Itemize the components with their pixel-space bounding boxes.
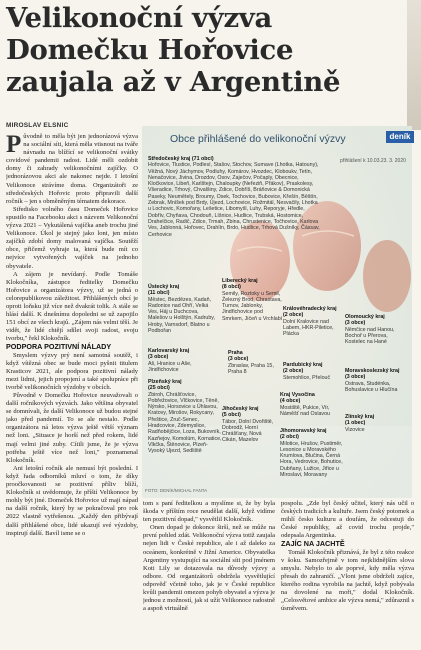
region-towns: Němčice nad Hanou, Bochoř u Přerova, Kostelec na Hané (345, 326, 395, 346)
paragraph: Původně v Domečku Hořovice neuvažovali o další ročníkových výzvách. Jako většina obyvatel se domnívali, že další Velikonoce už budou stejné jako před pandemií. To se ale nestalo. Podle organizátora ná letos výzva ještě větší význam než loni. „Situace je horší než před rokem, lidé mají velmi jiné zuby. Cítili jsme, že je výzva potřeba ještě více než loni," poznamenal Klokočník. (6, 392, 138, 464)
region-ustecky (148, 284, 216, 334)
region-kralovehradecky (283, 306, 343, 337)
denik-logo: deník (386, 131, 414, 143)
region-name: Zlínský kraj (345, 414, 375, 420)
region-count: (8 obcí) (222, 284, 241, 291)
paragraph: Středisko volného času Domeček Hořovice spustilo na Facebooku akci s názvem Velikonoční výzva 2021 – Vykutálená vajíčka aneb trochu jiné Velikonoce. Úkol je stejný jako loni, jen místo zajíčků zdobí domy malovaná vajíčka. Soutěží obce, přičemž vyhraje ta, která bude mít co nejvíce vytvořených vajíček na jednoho obyvatele. (6, 205, 138, 270)
region-karlovarsky (148, 348, 216, 373)
region-count: (4 obce) (280, 398, 301, 405)
region-name: Středočeský kraj (148, 156, 191, 162)
region-count: (11 obcí) (148, 290, 170, 297)
paragraph: Tomáš Klokočník přiznává, že byl z této reakce v šoku. Samozřejmě v tom nejklidnějším slova smyslu. Nebylo to ale poprvé, kdy měla výzva přesah do zahraničí. „Vloni jsme obdrželi zajíce, kterého rodina vyrobila na jachtě, když pobývala na dovolené na moři," dodal Klokočník. „Celosvětové ambice ale výzva nemá," zdůraznil s úsměvem. (281, 548, 414, 613)
region-name: Moravskoslezský kraj (345, 368, 400, 374)
region-count: (25 obcí) (148, 385, 170, 392)
paragraph: Smyslem výzvy prý není samotná soutěž, i když vítězná obec se bude moci pyšnit titulem Krasticov 2021, ale podpora pozitivní nálady mezi lidmi, jejich propojení a také spolupráce při tvorbě velikonočních výzdoby v obcích. (6, 351, 138, 391)
headline (6, 2, 416, 98)
article-column-2 (143, 500, 275, 648)
region-name: Ústecký kraj (148, 284, 180, 290)
region-towns: Tábor, Dolní Dvořiště, Dobrodž, Horní Chrášťany, Nová Cikán, Mazelov (222, 418, 274, 444)
region-towns: Milotice, Hrušov, Pustiměr, Lesonice u Moravského Krumlova, Blučina, Černá Hora, Vedrovice, Bohutice, Dubňany, Lužice, Jiřice u Miroslavi, Moravany (280, 440, 343, 479)
paragraph: Ani letošní ročník ale nemusí být poslední. I když řada odborníků mluví o tom, že díky proočkovanosti se pozitivní příliv blíží, Klokočník si uvědomuje, že příští Velikonoce by mohly být jiné. Domeček Hořovice už mají nápad na další ročník, který by se pokračoval pro rok 2022 vlastně vytřešenou. „Každý den přibývají další přihlášené obce, lidé ukazují své výzdoby, inspirují další. Bavíl isme se o (6, 464, 138, 537)
paragraph: Onen dopad je dokonce širší, než se může na první pohled zdát. Velikonoční výzva totiž zaujala nejen lidi v České republice, ale i až daleko za oceánem, konkrétně v Jižní Americe. Obyvatelka Argentiny vystupující na sociální síti pod jménem Koti Lily se dotazovala na důvody výzvy a odbore. Od organizátorů obdržela vysvětlující odpověď včetně toho, jak je v České republice kvůli pandemii omezen pohyb obyvatel a výzva je jednou z možností, jak si užít Velikonoce radostně a aspoň virtuálně (143, 524, 275, 613)
region-stredocesky (148, 156, 320, 238)
region-towns: Hořovice, Tlustice, Podlesí, Stašov, Stochov, Sumave (Lhotka, Hatouny), Věžná, Nový Jáchymov, Podluhy, Komárov, Hvozdec, Kloboukv, Tetín, Nenačovice, Jivina, Drozdov, Osov, Zaječov, Počaply, Obecnice, Kločkovice, Libeň, Karlštejn, Chaloupky (Neřeziň, Přákov), Praskolesy, Všeradice, Trhový, Chvalšiny, Zdice, Dobříš, Bráňovice & Domonická Paseky, Neumětely, Broumy, Osek, Tochovice, Bubovice, Křešín, Běštín, Zebrak, Mníšek pod Brdy, Újezd, Lochovice, Rožmitál, Nesvačily, Lhotka u Lochovic, Komořany, Lešetice, Libomyšl, Luhy, Řeporyje, Hředle, Dobřív, Chyňava, Chodouň, Líšnice, Hudlice, Trubská, Hostomice, Drahelčice, Radič, Zdice, Trmah, Zbina, Chrustenice, Točhovice, Karlova Ves, Jablonná, Hořovec, Drahlín, Brdo, Hudlice, Trhová Dušníky, Čássav, Cerhovice (148, 162, 320, 238)
author-byline: MIROSLAV ELSNIC (6, 122, 69, 129)
region-name: Liberecký kraj (222, 278, 258, 284)
infobox-title: Obce přihlášené do velikonoční výzvy (170, 133, 346, 145)
region-count: (1 obec) (345, 420, 366, 427)
region-name: Olomoucký kraj (345, 314, 385, 320)
region-towns: Mostiště, Pukice, Vír, Náměšť nad Oslavou (280, 404, 330, 417)
subheading-rabbit-on-yacht: ZAJÍC NA JACHTĚ (281, 539, 345, 549)
region-name: Jihomoravský kraj (280, 428, 327, 434)
region-count: (71 obcí) (191, 156, 214, 162)
region-pardubicky (283, 362, 345, 381)
region-name: Královéhradecký kraj (283, 306, 337, 312)
region-jihomoravsky (280, 428, 348, 478)
region-name: Praha (228, 350, 243, 356)
region-name: Plzeňský kraj (148, 379, 182, 385)
region-moravskoslezsky (345, 368, 411, 393)
region-towns: Aš, Hranice u Aše, Jindřichovice (148, 360, 192, 373)
region-vysocina (280, 392, 342, 417)
headline-line-3: zaujala až v Argentině (6, 66, 341, 98)
region-towns: Zbiroh, Chrášťovice, Pobřežovice, Vlčkovice, Těně, Nýrsko, Horsovice u Úhlavou, Kratovy, Mirošov, Rokycany, Přeštice, Zruč-Senec, Hradcovice, Zdemyslice, Radňobějčice, Loza, Bukovník, Kazňejov, Komolúm, Kornatice, Vlkčka, Štěnovice, Plzeň-Vysoký Ujezd, Sedliště (148, 391, 222, 455)
region-towns: Zbraslav, Praha 15, Praha 8 (228, 362, 274, 375)
region-count: (2 obce) (283, 312, 304, 319)
region-olomoucky (345, 314, 409, 345)
region-count: (3 obce) (345, 374, 366, 381)
region-count: (3 obce) (148, 354, 169, 361)
region-towns: Semily, Roztoky u Semil, Železný Brod, Chrastava, Turnov, Jablonky, Jindřichovice pod Smrkem, Jičeň u Vrchlabí (222, 290, 283, 322)
region-plzensky (148, 379, 223, 455)
region-count: (3 obce) (345, 320, 366, 327)
article-column-3 (281, 500, 414, 648)
region-name: Jihočeský kraj (222, 406, 259, 412)
paragraph: A zájem je nevídaný. Podle Tomáše Klokočníka, zástupce ředitelky Domečku Hořovice a organizátora výzvy, už se jedná o celorepublikovou záležitost. Přihlášených obcí je oproti loňsku již více než dvakrát tolik. A stále se hlásí další. K dnešnímu dopoledni se už zapojilo 151 obcí ze všech krajů. „Zájem nás velmi těší. Je vidět, že lidé chtějí sdílet svoji radost, svoju tvorbu," řekl Klokočník. (6, 270, 138, 343)
dropcap: P (6, 133, 22, 158)
infobox-date-note: přihlášení k 10.03.23. 3. 2020 (340, 158, 406, 164)
article-column-1 (6, 133, 138, 648)
region-name: Pardubický kraj (283, 362, 323, 368)
region-count: (2 obce) (283, 368, 304, 375)
lead-paragraph (6, 133, 138, 206)
photo-credit: FOTO: DENÍK/MICHAL FANTA (145, 488, 208, 493)
region-towns: Vizovice (345, 426, 365, 433)
region-jihocesky (222, 406, 274, 444)
region-name: Kraj Vysočina (280, 392, 315, 398)
region-count: (5 obcí) (222, 412, 241, 419)
paragraph-text: ůvodně to měla být jen jednorázová výzva na sociální síti, která měla vtisnout na tváře návnadu na blížící se velikonoční svátky covidové pandemii radost. Lidé měli ozdobit domy či zahrady velikonočními zajíčky. O jednorázovou akci ale nakonec nejde. I letošní Velikonoce strávíme doma. Organizátoři ze středočeských Hořovic proto připravili další ročník – jen s obměněným tématem dekorace. (6, 133, 138, 205)
paragraph: pospolu. „Zde byl český učitel, který nás učil o českých tradicích a kultuře. Jsem český potomek a mihlí česko kulturu a doufám, že odcestuji do České republiky, až covid trochu projde," odepsala Argentinka. (281, 500, 414, 540)
region-name: Karlovarský kraj (148, 348, 190, 354)
paragraph: tom s paní ředitelkou a myslíme si, že by byla škoda v příštím roce neudělat další, když vidíme ten pozitivní dopad," vysvětlil Klokočník. (143, 500, 275, 524)
region-towns: Dolní Kralovice nad Labem, HKR-Piletice, Plácka (283, 318, 334, 338)
region-towns: Městec, Bezdězes, Kadaň, Radonice nad Ohří, Velká Ves, Háj u Duchcova, Malešov u Holštýn, Kadruby, Hroby, Varnsdorf, Blatno u Podbořan (148, 296, 216, 335)
headline-line-2: Domečku Hořovice (6, 34, 294, 66)
region-towns: Ostrava, Studénka, Bohuslavice u Hlučína (345, 380, 398, 393)
region-towns: Stemohlice, Přelouč (283, 374, 331, 381)
region-praha (228, 350, 278, 375)
subheading-positive-mood: PODPORA POZITIVNÍ NÁLADY (6, 342, 112, 352)
headline-line-1: Velikonoční výzva (6, 2, 272, 34)
region-liberecky (222, 278, 284, 322)
region-zlinsky (345, 414, 409, 433)
region-count: (2 obcí) (280, 434, 299, 441)
region-count: (3 obce) (228, 356, 249, 363)
